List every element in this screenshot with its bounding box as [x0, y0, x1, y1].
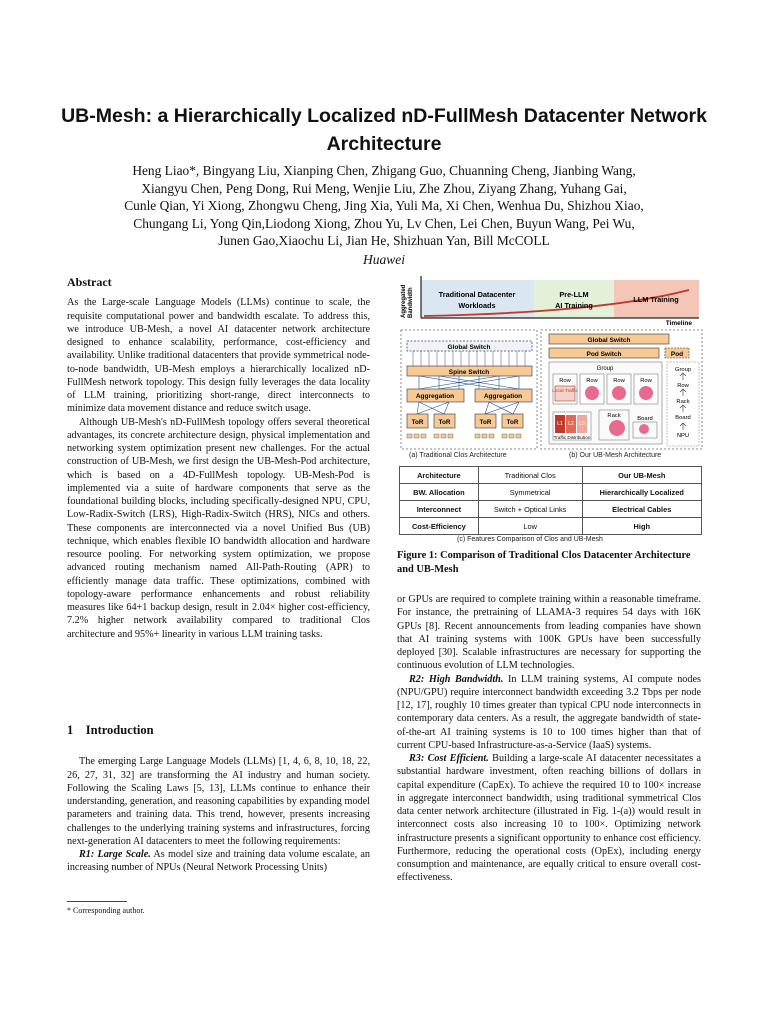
pod-switch-label: Pod Switch: [586, 351, 622, 358]
table-cell: High: [582, 518, 701, 535]
hierarchy-legend: [667, 362, 699, 446]
spine-switch-label: Spine Switch: [448, 369, 490, 376]
ylabel: Bandwidth: [408, 287, 414, 318]
axis-label: Timeline: [665, 320, 692, 327]
group-label: Group: [596, 366, 614, 372]
legend-item: Board: [675, 415, 691, 421]
abstract-paragraph: As the Large-scale Language Models (LLMs) continue to scale, the requisite computational power and bandwidth escalate. To address this, we introduce UB-Mesh, a novel AI datacenter network architecture designed to enhance scalability, performance, cost-efficiency and availability. Unlike traditional datacenters that provide symmetrical node-to-node bandwidth, UB-Mesh employs a hierarchically localized nD-FullMesh network topology. This design fully leverages the data locality of LLM training, prioritizing short-range, direct interconnects to minimize data movement distance and reduce switch usage.: [67, 297, 370, 415]
table-cell: Electrical Cables: [582, 501, 701, 518]
legend-item: Row: [677, 383, 689, 389]
affiliation: Huawei: [363, 252, 405, 267]
pod-label: Pod: [670, 351, 684, 358]
subcaption-c: (c) Features Comparison of Clos and UB-Mesh: [457, 536, 603, 543]
rack-label: Rack: [607, 413, 621, 419]
table-cell: Switch + Optical Links: [478, 501, 582, 518]
legend-item: Group: [674, 367, 692, 373]
table-header-cell: Our UB-Mesh: [582, 467, 701, 484]
table-cell: Cost-Efficiency: [400, 518, 479, 535]
paper-title: UB-Mesh: a Hierarchically Localized nD-FullMesh Datacenter Network Architecture: [61, 105, 707, 155]
subcaption-b: (b) Our UB-Mesh Architecture: [569, 452, 662, 459]
segment-label: Pre-LLM: [559, 290, 589, 299]
legend-item: NPU: [676, 433, 690, 439]
figure-1: [399, 274, 704, 549]
section-heading: 1 Introduction: [67, 723, 154, 737]
legend-item: Rack: [676, 399, 690, 405]
traffic-level-label: L1: [557, 421, 563, 427]
right-column-text: [397, 593, 701, 885]
table-row: [400, 518, 702, 535]
table-header-row: [400, 467, 702, 484]
table-header-cell: Architecture: [400, 467, 479, 484]
author-line: Chungang Li, Yong Qin,Liodong Xiong, Zhou Yu, Lv Chen, Lei Chen, Buyun Wang, Pei Wu,: [133, 215, 635, 231]
table-header-cell: Traditional Clos: [478, 467, 582, 484]
table-cell: Interconnect: [400, 501, 479, 518]
author-line: Cunle Qian, Yi Xiong, Zhongwu Cheng, Jing Xia, Yuli Ma, Xi Chen, Wenhua Du, Shizhou Xiao,: [124, 198, 644, 213]
abstract-heading: Abstract: [67, 275, 112, 289]
comparison-table: [399, 466, 702, 535]
traffic-level-label: L3: [579, 421, 585, 427]
table-cell: Hierarchically Localized: [582, 484, 701, 501]
table-row: [400, 501, 702, 518]
global-switch-label: Global Switch: [447, 344, 491, 351]
local-traffic-label: Local Traffic: [552, 389, 578, 394]
table-row: [400, 484, 702, 501]
author-line: Xiangyu Chen, Peng Dong, Rui Meng, Wenjie Liu, Zhe Zhou, Ziyang Zhang, Yuhang Gai,: [141, 180, 627, 196]
subcaption-a: (a) Traditional Clos Architecture: [409, 452, 507, 459]
requirement-r3: R3: Cost Efficient. Building a large-scale AI datacenter necessitates a substantial hardware investment, often reaching billions of dollars in capital expenditure (CapEx). To achieve the required 10 to 100× increase in aggregate interconnect bandwidth, using traditional symmetrical Clos data center network architecture (illustrated in Fig. 1-(a)) would result in interconnect costs also increasing 10 to 100×. Optimizing network infrastructure presents a significant opportunity to enhance cost efficiency. Furthermore, reducing the operational costs (OpEx), including energy consumption and maintenance, are equally critical to ensure overall cost-effectiveness.: [397, 753, 701, 884]
table-cell: BW. Allocation: [400, 484, 479, 501]
segment-label: AI Training: [555, 301, 593, 310]
global-switch-label: Global Switch: [587, 337, 631, 344]
aggregation-label: Aggregation: [483, 393, 523, 400]
traffic-distribution-label: Traffic Distribution: [553, 435, 591, 440]
clos-diagram: [401, 330, 537, 449]
abstract-paragraph: Although UB-Mesh's nD-FullMesh topology offers several theoretical advantages, its concrete architecture design, physical implementation and networking system optimization present new challenges. For the actual construction of UB-Mesh, we first design the UB-Mesh-Pod architecture, which is based on a 4D-FullMesh topology. UB-Mesh-Pod is implemented via a suite of hardware components that serve as the foundational building blocks, including specifically-designed NPU, CPU, Low-Radix-Switch (LRS), High-Radix-Switch (HRS), NICs and others. These components are interconnected via a novel Unified Bus (UB) technique, which enables flexible IO bandwidth allocation and hardware resource pooling. For networking system optimization, we propose advanced routing mechanism named All-Path-Routing (APR) to efficiently manage data traffic. These optimizations, combined with topology-aware performance enhancements and robust reliability measures like 64+1 backup design, result in 2.04× higher cost-efficiency, 7.2% higher network availability compared to traditional Clos architecture and 95%+ linearity in various LLM training tasks.: [67, 416, 370, 640]
tor-label: ToR: [438, 419, 451, 426]
requirement-r1: R1: Large Scale. As model size and training data volume escalate, an increasing number of NPUs (Neural Network Processing Units): [67, 849, 371, 874]
row-label: Row: [586, 378, 598, 384]
footnote-rule: [67, 901, 127, 902]
author-line: Heng Liao*, Bingyang Liu, Xianping Chen, Zhigang Guo, Chuanning Cheng, Jianbing Wang,: [132, 163, 636, 178]
figure-diagram: [399, 274, 704, 464]
row-label: Row: [613, 378, 625, 384]
table-cell: Symmetrical: [478, 484, 582, 501]
ylabel: Aggregated: [401, 284, 407, 318]
paragraph: or GPUs are required to complete training within a reasonable timeframe. For instance, the pretraining of LLAMA-3 requires 54 days with 16K GPUs [8]. Recent announcements from leading companies have shown that AI training systems with 100K GPUs have been successfully deployed [30]. Scalable infrastructures are necessary for supporting the continuous evolution of LLM technologies.: [397, 594, 701, 672]
traffic-level-label: L2: [568, 421, 574, 427]
timeline-chart: [401, 276, 699, 327]
aggregation-label: Aggregation: [415, 393, 455, 400]
board-label: Board: [637, 416, 653, 422]
tor-label: ToR: [479, 419, 492, 426]
segment-label: LLM Training: [633, 295, 679, 304]
table-cell: Low: [478, 518, 582, 535]
requirement-r2: R2: High Bandwidth. In LLM training systems, AI compute nodes (NPU/GPU) require interconnect bandwidth exceeding 3.2 Tbps per node [12, 17], roughly 10 times greater than typical CPU node interconnects in contemporary data centers. As a result, the aggregate bandwidth of state-of-the-art AI training systems is 10 to 100 times higher than that of current CPU-based Infrastructure-as-a-Service (IaaS) systems.: [397, 673, 701, 751]
footnote: * Corresponding author.: [67, 906, 145, 915]
intro-paragraph: The emerging Large Language Models (LLMs) [1, 4, 6, 8, 10, 18, 22, 26, 27, 31, 32] are transforming the AI industry and human society. Following the Scaling Laws [5, 13], LLMs continue to enhance their understanding, generation, and reasoning capabilities by expanding model parameters and training data. This trend, however, presents increasing challenges to the underlying training systems and infrastructures, forcing next-generation AI datacenters to meet the following requirements:: [67, 756, 370, 847]
tor-label: ToR: [506, 419, 519, 426]
row-label: Row: [559, 378, 571, 384]
segment-label: Traditional Datacenter: [438, 290, 516, 299]
ubmesh-diagram: [541, 330, 702, 449]
abstract-section: [67, 276, 370, 641]
author-list: [80, 162, 688, 250]
timeline-segment-prellm: [534, 280, 614, 318]
segment-label: Workloads: [458, 301, 496, 310]
author-line: Junen Gao,Xiaochu Li, Jian He, Shizhuan Yan, Bill McCOLL: [218, 233, 550, 248]
row-label: Row: [640, 378, 652, 384]
tor-label: ToR: [411, 419, 424, 426]
figure-caption: Figure 1: Comparison of Traditional Clos Datacenter Architecture and UB-Mesh: [397, 550, 691, 575]
introduction-section: [67, 724, 370, 875]
